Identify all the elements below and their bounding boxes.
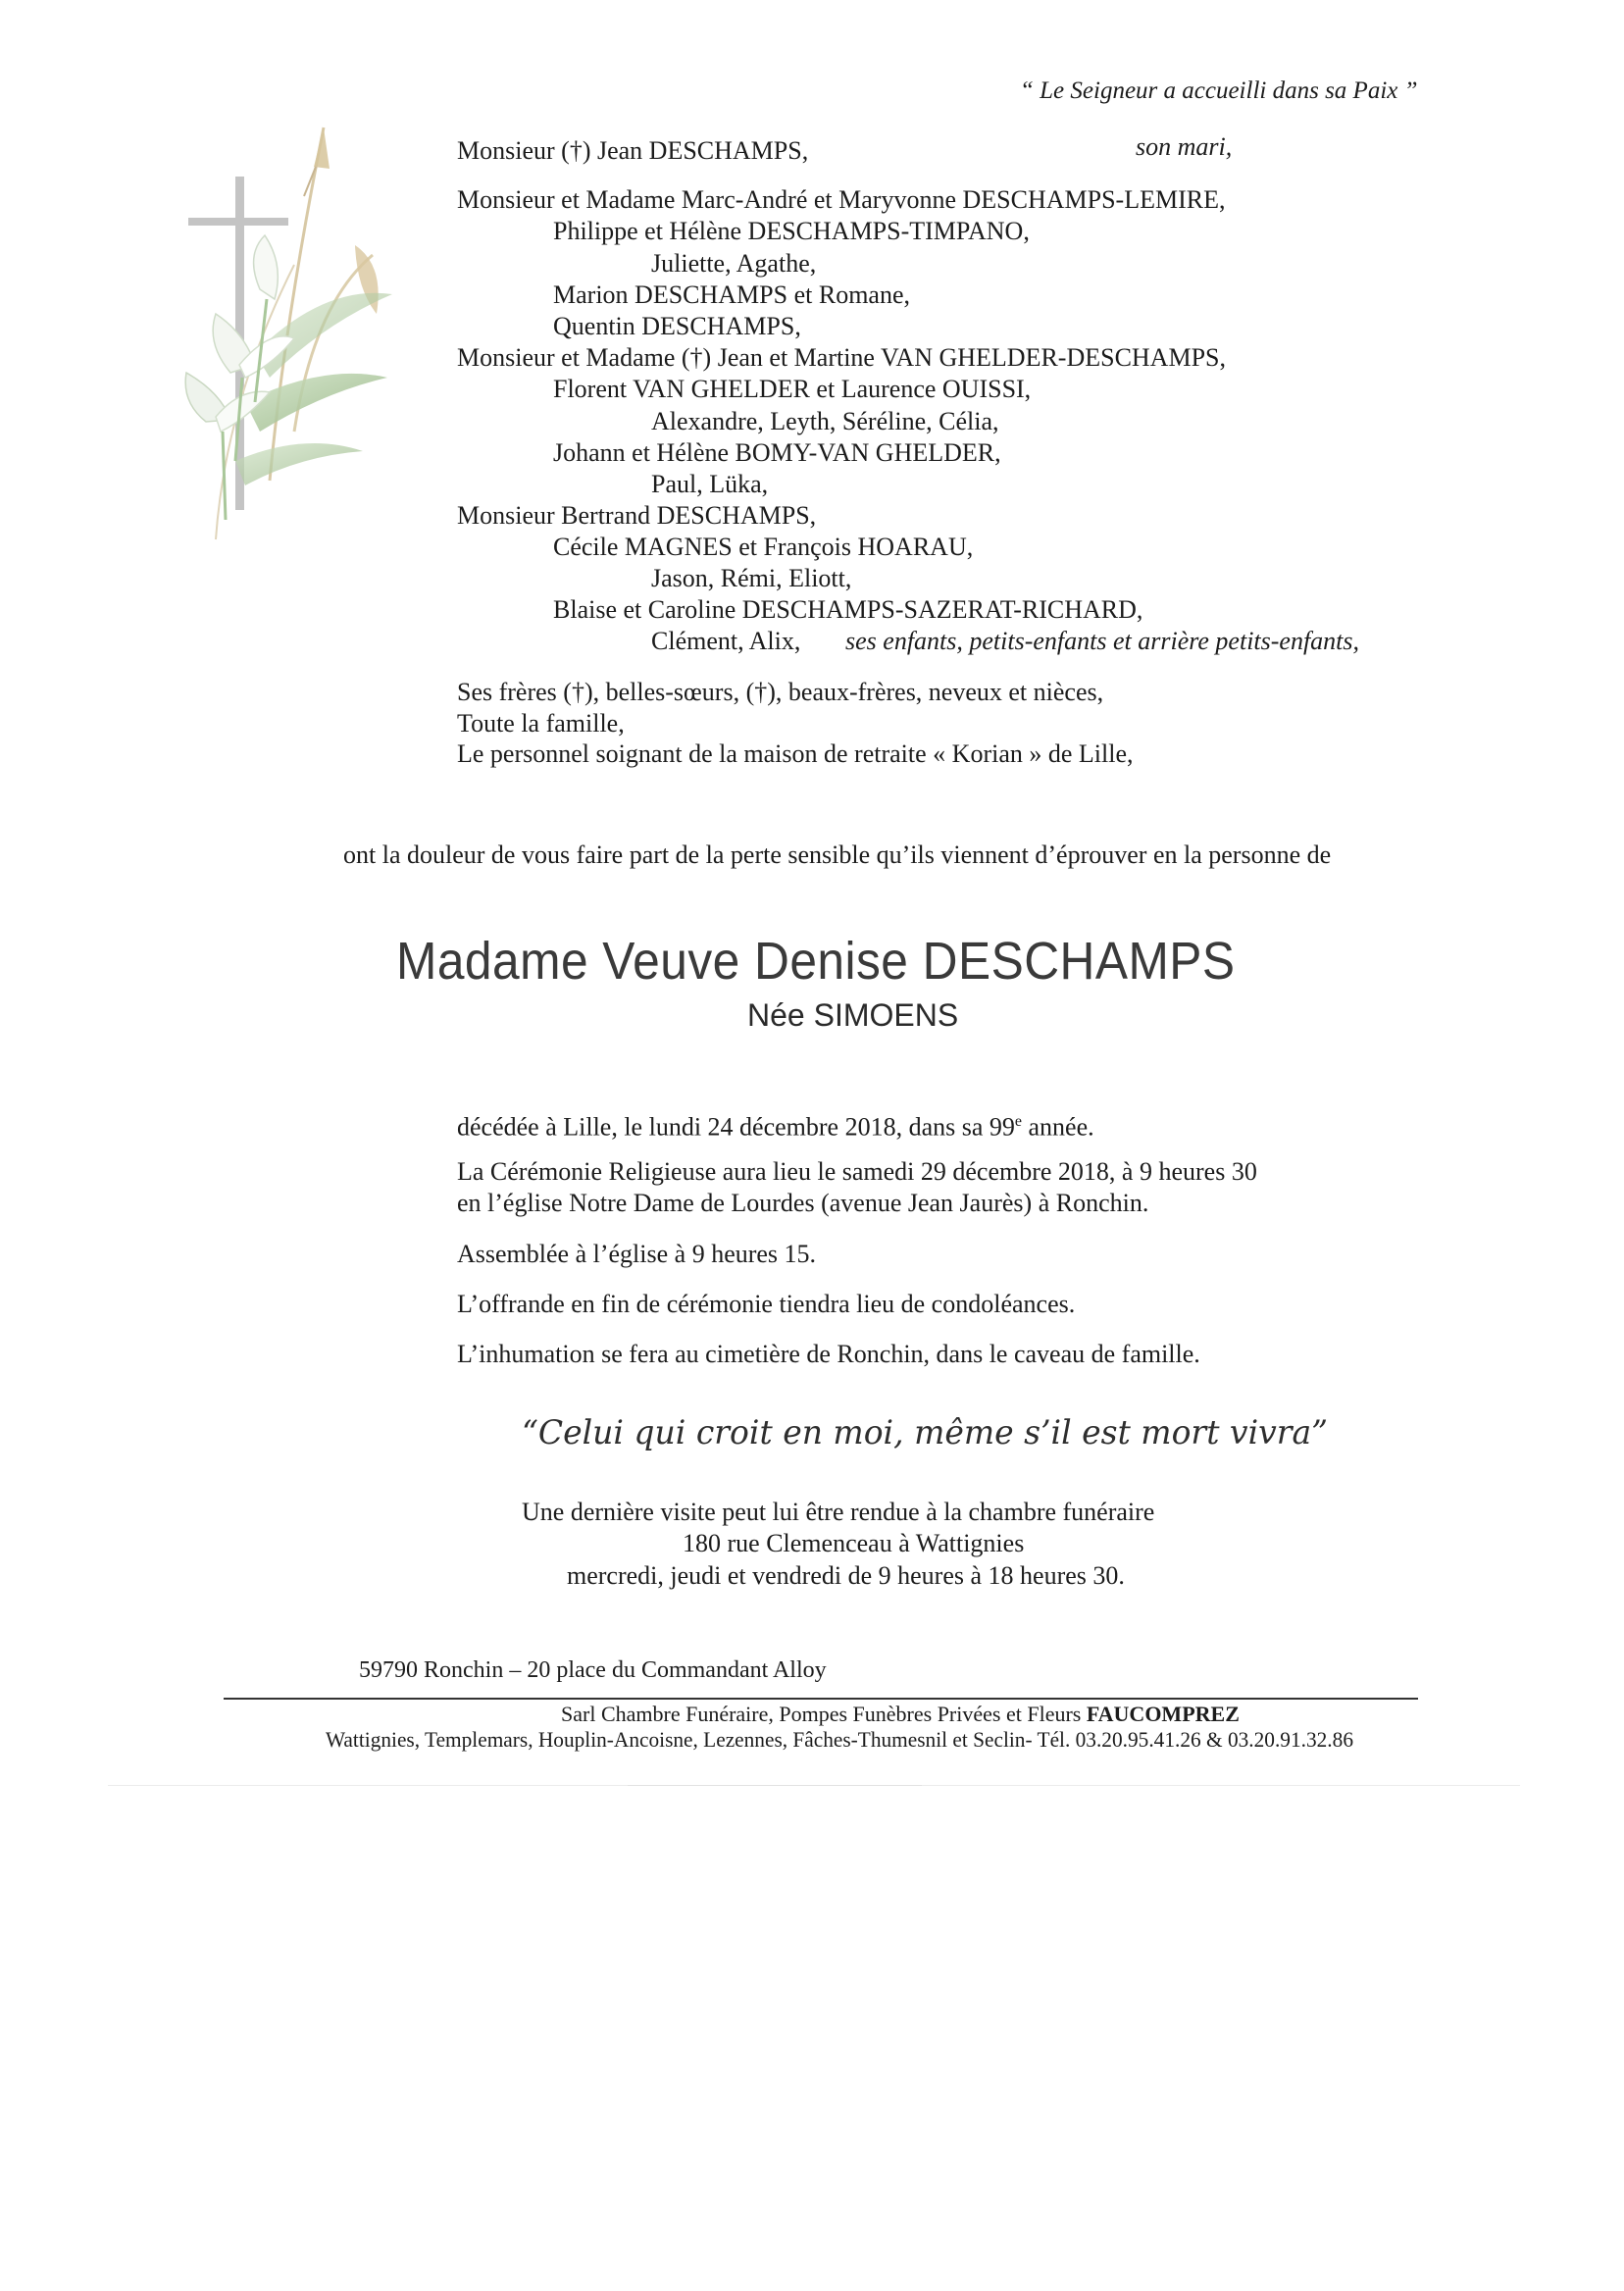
ceremony-location: en l’église Notre Dame de Lourdes (avenue Jean Jaurès) à Ronchin. xyxy=(457,1189,1149,1217)
family-line: Cécile MAGNES et François HOARAU, xyxy=(553,533,974,561)
footer-services: Wattignies, Templemars, Houplin-Ancoisne, Lezennes, Fâches-Thumesnil et Seclin- Tél. 03.20.95.41.26 & 03.20.91.32.86 xyxy=(326,1727,1353,1752)
death-details-text: décédée à Lille, le lundi 24 décembre 2018, dans sa 99 xyxy=(457,1112,1015,1142)
epigraph: “ Le Seigneur a accueilli dans sa Paix ” xyxy=(1020,77,1418,104)
visit-address: 180 rue Clemenceau à Wattignies xyxy=(683,1529,1025,1557)
announcement-text: ont la douleur de vous faire part de la perte sensible qu’ils viennent d’éprouver en la personne de xyxy=(343,840,1332,869)
scripture-quote: “Celui qui croit en moi, même s’il est mort vivra” xyxy=(522,1413,1329,1452)
assembly-time: Assemblée à l’église à 9 heures 15. xyxy=(457,1240,817,1268)
family-line: Monsieur et Madame Marc-André et Maryvonne DESCHAMPS-LEMIRE, xyxy=(457,185,1226,214)
family-line: Monsieur Bertrand DESCHAMPS, xyxy=(457,501,817,530)
sender-address: 59790 Ronchin – 20 place du Commandant Alloy xyxy=(359,1657,827,1683)
footer-company-text: Sarl Chambre Funéraire, Pompes Funèbres Privées et Fleurs xyxy=(561,1702,1087,1726)
family-line: Monsieur et Madame (†) Jean et Martine VAN GHELDER-DESCHAMPS, xyxy=(457,343,1226,372)
family-line: Juliette, Agathe, xyxy=(651,249,817,278)
family-line: Johann et Hélène BOMY-VAN GHELDER, xyxy=(553,438,1001,467)
burial-note: L’inhumation se fera au cimetière de Ronchin, dans le caveau de famille. xyxy=(457,1340,1200,1368)
footer-brand: FAUCOMPREZ xyxy=(1086,1702,1240,1726)
family-line: Philippe et Hélène DESCHAMPS-TIMPANO, xyxy=(553,217,1030,245)
family-line: Blaise et Caroline DESCHAMPS-SAZERAT-RICHARD, xyxy=(553,595,1143,624)
family-line: Marion DESCHAMPS et Romane, xyxy=(553,280,910,309)
family-line: Florent VAN GHELDER et Laurence OUISSI, xyxy=(553,375,1032,403)
mourner-line: Ses frères (†), belles-sœurs, (†), beaux-frères, neveux et nièces, xyxy=(457,678,1104,706)
death-details-suffix: année. xyxy=(1022,1112,1094,1142)
mourner-line: Le personnel soignant de la maison de retraite « Korian » de Lille, xyxy=(457,739,1134,768)
husband-name: Monsieur (†) Jean DESCHAMPS, xyxy=(457,136,809,165)
death-details xyxy=(457,1105,1094,1144)
husband-relation: son mari, xyxy=(1136,132,1233,161)
visit-hours: mercredi, jeudi et vendredi de 9 heures à 18 heures 30. xyxy=(567,1561,1125,1590)
footer-company xyxy=(561,1701,1240,1728)
family-line: Clément, Alix, xyxy=(651,627,801,655)
death-details-superscript: e xyxy=(1014,1113,1023,1130)
offering-note: L’offrande en fin de cérémonie tiendra lieu de condoléances. xyxy=(457,1290,1076,1318)
maiden-name: Née SIMOENS xyxy=(747,997,959,1033)
deceased-name: Madame Veuve Denise DESCHAMPS xyxy=(396,932,1236,991)
mourner-line: Toute la famille, xyxy=(457,709,625,738)
family-line: Paul, Lüka, xyxy=(651,470,769,498)
footer-divider xyxy=(224,1698,1418,1700)
scan-artifact xyxy=(628,1785,922,1786)
family-line: Jason, Rémi, Eliott, xyxy=(651,564,852,592)
ceremony-line: La Cérémonie Religieuse aura lieu le samedi 29 décembre 2018, à 9 heures 30 xyxy=(457,1157,1257,1186)
visit-line: Une dernière visite peut lui être rendue à la chambre funéraire xyxy=(522,1498,1155,1526)
cross-lily-emblem-icon xyxy=(177,108,402,559)
children-relation: ses enfants, petits-enfants et arrière petits-enfants, xyxy=(845,627,1360,655)
family-line: Alexandre, Leyth, Séréline, Célia, xyxy=(651,407,999,435)
family-line: Quentin DESCHAMPS, xyxy=(553,312,801,340)
